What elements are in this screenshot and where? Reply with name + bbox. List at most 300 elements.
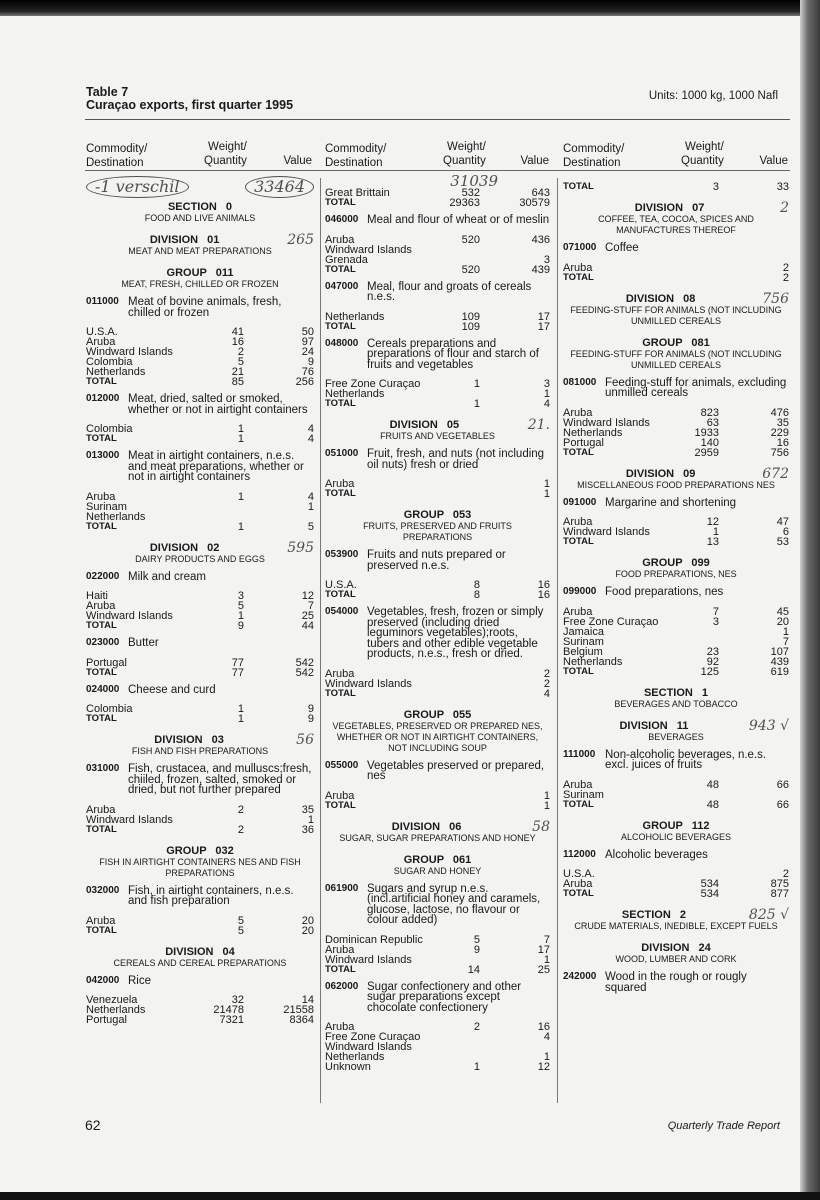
total-row (563, 448, 789, 458)
destination: Netherlands (86, 510, 146, 523)
commodity-description: Meat of bovine animals, fresh, chilled or frozen (128, 296, 282, 319)
value: 24 (301, 346, 314, 358)
value: 76 (301, 366, 314, 378)
category-heading (563, 202, 789, 236)
total-label: TOTAL (563, 665, 594, 677)
commodity-item (86, 764, 314, 796)
heading-subtitle: VEGETABLES, PRESERVED OR PREPARED NES, WHETHER OR NOT IN AIRTIGHT CONTAINERS, NOT INCLUDING SOUP (332, 720, 543, 753)
table-row (325, 312, 550, 322)
total-label: TOTAL (325, 263, 356, 275)
destination: Aruba (563, 878, 593, 890)
table-row (86, 512, 314, 522)
destination: Surinam (563, 635, 604, 648)
table-row (563, 647, 789, 657)
table-row (86, 815, 314, 825)
heading-label-line (325, 419, 550, 431)
commodity-item (325, 884, 550, 926)
table-row (325, 255, 550, 265)
heading-subtitle: DAIRY PRODUCTS AND EGGS (135, 553, 265, 564)
value: 1 (782, 625, 789, 638)
commodity-description: Vegetables preserved or prepared, nes (367, 759, 545, 782)
value-header: Value (283, 155, 312, 167)
publication-name: Quarterly Trade Report (667, 1120, 780, 1132)
category-heading (86, 539, 314, 565)
value: 25 (301, 610, 314, 622)
value: 2 (782, 271, 789, 284)
weight-value: 520 (461, 233, 480, 246)
handwritten-note: 58 (532, 818, 550, 835)
table-row (563, 869, 789, 879)
table-row (563, 637, 789, 647)
table-label: Table 7 (86, 85, 129, 99)
value: 12 (537, 1061, 550, 1073)
weight-header: Weight/ (208, 141, 247, 153)
value: 35 (301, 803, 314, 816)
table-row (86, 916, 314, 926)
destination: Netherlands (325, 310, 385, 323)
heading-label: GROUP 061 (403, 853, 472, 866)
value: 17 (537, 320, 550, 333)
commodity-code: 051000 (325, 448, 359, 459)
destination: Aruba (325, 789, 355, 802)
destination: Windward Islands (325, 677, 412, 690)
category-heading (86, 946, 314, 969)
weight-value: 1 (237, 520, 244, 533)
weight-value: 534 (700, 878, 719, 890)
table-row (325, 580, 550, 590)
heading-label-line (325, 818, 550, 835)
table-row (86, 1015, 314, 1025)
commodity-code: 055000 (325, 759, 359, 771)
value: 229 (770, 426, 789, 439)
heading-label: SECTION 0 (167, 201, 233, 213)
category-heading (86, 845, 314, 879)
table-column-1 (86, 175, 314, 1025)
commodity-item (325, 982, 550, 1014)
weight-header: Weight/ (685, 141, 724, 153)
weight-value: 48 (706, 778, 719, 791)
commodity-description: Margarine and shortening (605, 496, 737, 509)
heading-label-line (325, 709, 550, 721)
commodity-item (563, 378, 789, 399)
commodity-item (86, 685, 314, 696)
scan-right-edge (800, 0, 820, 1200)
category-heading (563, 717, 789, 743)
weight-value: 48 (706, 798, 719, 811)
heading-subtitle: FOOD PREPARATIONS, NES (615, 569, 737, 579)
heading-label-line (86, 845, 314, 857)
category-heading (563, 942, 789, 965)
heading-label-line (563, 687, 789, 699)
table-row (563, 408, 789, 418)
table-row (563, 617, 789, 627)
value: 5 (307, 520, 314, 533)
value: 25 (537, 963, 550, 976)
value: 66 (776, 778, 789, 791)
value: 16 (776, 436, 789, 449)
weight-value: 3 (712, 181, 719, 193)
destination: Aruba (86, 336, 116, 348)
destination: Aruba (86, 803, 116, 816)
total-row (86, 377, 314, 387)
table-row (325, 791, 550, 801)
commodity-item (325, 550, 550, 571)
value: 4 (307, 490, 314, 503)
destination: Aruba (325, 478, 355, 490)
weight-value (430, 955, 480, 965)
category-heading (563, 909, 789, 932)
column-header-1 (86, 140, 312, 168)
weight-value: 92 (706, 655, 719, 668)
commodity-description: Cheese and curd (128, 683, 216, 696)
handwritten-note: 21. (527, 417, 550, 433)
weight-value: 63 (706, 416, 719, 429)
total-row (325, 489, 550, 499)
table-row (563, 627, 789, 637)
total-label: TOTAL (563, 798, 594, 810)
column-header-2 (325, 140, 549, 168)
weight-value (669, 637, 719, 647)
weight-value: 1 (237, 703, 244, 715)
weight-value (430, 669, 480, 679)
commodity-item (325, 339, 550, 371)
destination: Windward Islands (325, 1041, 412, 1053)
value: 4 (307, 423, 314, 435)
commodity-header: Commodity/ (325, 143, 387, 155)
destination: Netherlands (563, 655, 623, 668)
table-caption: Curaçao exports, first quarter 1995 (86, 98, 294, 112)
value: 16 (537, 579, 550, 591)
commodity-item (86, 451, 314, 483)
destination: U.S.A. (563, 868, 595, 880)
handwritten-note: -1 verschil (86, 176, 189, 198)
total-row (325, 965, 550, 975)
weight-value (430, 679, 480, 689)
commodity-item (563, 750, 789, 771)
destination: Aruba (86, 914, 116, 927)
destination: Aruba (563, 778, 593, 791)
total-label: TOTAL (325, 488, 356, 499)
value: 9 (307, 713, 314, 725)
table-row (325, 389, 550, 399)
weight-value (194, 502, 244, 512)
heading-subtitle: FISH AND FISH PREPARATIONS (131, 746, 269, 756)
weight-value: 125 (700, 665, 719, 678)
heading-label: GROUP 099 (642, 557, 710, 569)
weight-value: 21 (231, 366, 244, 378)
value-header: Value (759, 155, 788, 167)
heading-subtitle: COFFEE, TEA, COCOA, SPICES AND MANUFACTURES THEREOF (598, 214, 754, 235)
commodity-code: 054000 (325, 606, 359, 617)
commodity-item (325, 761, 550, 782)
commodity-code: 053900 (325, 549, 359, 560)
destination: Haiti (86, 590, 109, 602)
commodity-description: Food preparations, nes (605, 586, 724, 598)
value: 107 (770, 645, 789, 658)
value: 3 (543, 253, 550, 266)
value: 1 (543, 789, 550, 802)
commodity-code: 031000 (86, 763, 120, 774)
table-row (563, 879, 789, 889)
value: 439 (531, 263, 550, 276)
total-label: TOTAL (563, 536, 594, 547)
weight-value (430, 479, 480, 489)
destination: Aruba (563, 406, 593, 419)
destination: Great Brittain (325, 187, 390, 199)
weight-value: 2 (473, 1021, 480, 1033)
category-heading (86, 234, 314, 257)
units-note: Units: 1000 kg, 1000 Nafl (648, 90, 778, 102)
commodity-description: Coffee (605, 242, 639, 254)
commodity-item (325, 215, 550, 226)
destination: Jamaica (563, 625, 604, 638)
commodity-code: 111000 (563, 748, 596, 760)
total-row (86, 621, 314, 631)
total-label: TOTAL (325, 687, 356, 699)
column-header-3 (563, 140, 788, 168)
heading-subtitle: ALCOHOLIC BEVERAGES (620, 831, 732, 842)
destination: Aruba (325, 233, 355, 246)
handwritten-note-line (325, 174, 550, 188)
commodity-item (86, 638, 314, 649)
heading-subtitle: FISH IN AIRTIGHT CONTAINERS NES AND FISH PREPARATIONS (99, 856, 301, 878)
heading-label-line (563, 290, 789, 307)
table-row (86, 805, 314, 815)
weight-value: 1 (473, 378, 480, 390)
weight-value: 21478 (213, 1004, 244, 1016)
commodity-description: Meat in airtight containers, n.e.s. and meat preparations, whether or not in airtight containers (128, 450, 304, 483)
weight-value: 1 (237, 713, 244, 725)
total-label: TOTAL (86, 713, 117, 724)
table-row (86, 658, 314, 668)
value: 9 (307, 356, 314, 368)
value: 17 (537, 943, 550, 956)
category-heading (325, 854, 550, 877)
total-label: TOTAL (325, 589, 356, 600)
heading-label-line (563, 337, 789, 349)
value: 3 (543, 378, 550, 390)
total-label: TOTAL (325, 799, 356, 811)
table-row (563, 438, 789, 448)
value: 1 (543, 799, 550, 812)
value: 53 (776, 536, 789, 548)
total-label: TOTAL (86, 433, 117, 444)
destination: Portugal (563, 436, 604, 449)
heading-label-line (86, 267, 314, 279)
value: 12 (301, 590, 314, 602)
heading-label: DIVISION 09 (625, 467, 696, 480)
total-label: TOTAL (86, 924, 117, 936)
destination: U.S.A. (86, 326, 118, 338)
value: 256 (295, 376, 314, 388)
value: 1 (543, 953, 550, 966)
table-row (325, 955, 550, 965)
table-row (325, 945, 550, 955)
category-heading (563, 687, 789, 710)
heading-label: DIVISION 01 (149, 234, 220, 246)
heading-label: GROUP 011 (166, 267, 234, 279)
destination-header: Destination (563, 157, 621, 169)
value: 16 (537, 1021, 550, 1033)
category-heading (563, 820, 789, 843)
weight-value: 3 (712, 615, 719, 628)
table-row (325, 679, 550, 689)
heading-label-line (325, 854, 550, 866)
weight-value: 109 (461, 310, 480, 323)
weight-value (430, 1042, 480, 1052)
total-row (563, 667, 789, 677)
heading-label-line (563, 557, 789, 569)
handwritten-note: 595 (287, 539, 314, 556)
value: 476 (770, 406, 789, 419)
weight-value: 23 (706, 645, 719, 658)
heading-label-line (86, 234, 314, 246)
total-row (325, 590, 550, 600)
commodity-description: Feeding-stuff for animals, excluding unmilled cereals (605, 376, 787, 399)
value: 35 (776, 416, 789, 429)
heading-label: GROUP 081 (642, 336, 710, 349)
commodity-description: Sugar confectionery and other sugar preparations except chocolate confectionery (367, 980, 522, 1014)
category-heading (563, 290, 789, 327)
value: 7 (782, 635, 789, 648)
weight-value (430, 689, 480, 699)
weight-value: 3 (237, 590, 244, 602)
value: 9 (307, 703, 314, 715)
table-column-3 (563, 182, 789, 1002)
column-divider (557, 178, 558, 1103)
commodity-item (563, 498, 789, 509)
handwritten-note: 756 (762, 290, 789, 307)
heading-label: GROUP 032 (166, 844, 234, 857)
table-row (325, 188, 550, 198)
value (480, 1042, 550, 1052)
total-label: TOTAL (86, 620, 117, 631)
weight-value: 1 (237, 423, 244, 435)
weight-value (430, 255, 480, 265)
weight-value: 7 (712, 605, 719, 618)
category-heading (86, 734, 314, 757)
handwritten-note: 33464 (245, 176, 314, 198)
heading-label-line (86, 539, 314, 556)
weight-value: 534 (700, 888, 719, 900)
handwritten-note: 56 (296, 732, 314, 748)
commodity-code: 062000 (325, 980, 359, 992)
total-label: TOTAL (563, 181, 594, 192)
weight-value: 41 (231, 326, 244, 338)
total-row (325, 689, 550, 699)
category-heading (563, 337, 789, 371)
destination: Surinam (86, 500, 127, 513)
weight-value: 5 (473, 933, 480, 946)
heading-subtitle: FEEDING-STUFF FOR ANIMALS (NOT INCLUDING UNMILLED CEREALS (570, 304, 782, 326)
value: 1 (543, 388, 550, 400)
weight-value: 5 (237, 600, 244, 612)
destination: Belgium (563, 645, 603, 658)
column-divider (320, 178, 321, 1103)
heading-label-line (86, 734, 314, 746)
commodity-description: Fruit, fresh, and nuts (not including oil nuts) fresh or dried (367, 448, 545, 471)
commodity-code: 042000 (86, 974, 120, 986)
weight-value (669, 273, 719, 283)
weight-value: 5 (237, 914, 244, 927)
handwritten-note: 2 (780, 200, 789, 216)
destination: Free Zone Curaçao (563, 615, 659, 628)
value: 36 (301, 823, 314, 836)
table-row (563, 607, 789, 617)
weight-value (669, 790, 719, 800)
weight-value (194, 512, 244, 522)
total-row (86, 714, 314, 724)
value (244, 512, 314, 522)
value: 50 (301, 326, 314, 338)
heading-subtitle: BEVERAGES (648, 731, 704, 742)
weight-value: 8 (473, 579, 480, 591)
commodity-code: 071000 (563, 242, 597, 253)
category-heading (563, 465, 789, 491)
weight-value: 13 (706, 536, 719, 548)
header-rule (85, 170, 790, 171)
destination: Netherlands (325, 1051, 385, 1063)
commodity-item (86, 886, 314, 907)
table-row (86, 502, 314, 512)
commodity-code: 024000 (86, 683, 120, 695)
value: 45 (776, 605, 789, 618)
destination: Aruba (563, 261, 593, 274)
table-row (325, 479, 550, 489)
total-row (325, 265, 550, 275)
commodity-description: Vegetables, fresh, frozen or simply preserved (including dried leguminors vegetables);roots, tubers and other edible vegetable products, n.e.s., fresh or dried. (367, 606, 544, 660)
weight-value: 1 (712, 526, 719, 538)
destination: Unknown (325, 1061, 371, 1073)
heading-label-line (563, 942, 789, 954)
category-heading (325, 419, 550, 442)
weight-value (430, 489, 480, 499)
total-label: TOTAL (325, 320, 356, 332)
total-label: TOTAL (563, 888, 594, 899)
heading-label: DIVISION 07 (634, 202, 705, 214)
quantity-header: Quantity (681, 155, 724, 167)
destination: Dominican Republic (325, 933, 423, 946)
table-column-2 (325, 174, 550, 1072)
scan-top-edge (0, 0, 820, 16)
commodity-code: 081000 (563, 376, 597, 388)
heading-label-line (563, 909, 789, 921)
table-row (563, 527, 789, 537)
handwritten-note: 265 (287, 232, 314, 248)
value (719, 790, 789, 800)
commodity-item (86, 394, 314, 415)
table-row (563, 418, 789, 428)
table-row (563, 428, 789, 438)
value: 33 (776, 181, 789, 193)
destination: Netherlands (563, 426, 623, 439)
weight-value (430, 801, 480, 811)
commodity-header: Commodity/ (86, 143, 148, 155)
total-row (563, 800, 789, 810)
commodity-description: Alcoholic beverages (605, 848, 708, 861)
commodity-code: 061900 (325, 882, 359, 894)
heading-subtitle: WOOD, LUMBER AND CORK (615, 954, 737, 964)
value: 4 (543, 1031, 550, 1043)
commodity-code: 022000 (86, 570, 120, 582)
destination: Colombia (86, 356, 133, 368)
destination: Netherlands (86, 1004, 146, 1016)
quantity-header: Quantity (443, 155, 486, 167)
total-row (325, 198, 550, 208)
heading-label-line (86, 201, 314, 213)
table-row (563, 263, 789, 273)
weight-value (669, 627, 719, 637)
